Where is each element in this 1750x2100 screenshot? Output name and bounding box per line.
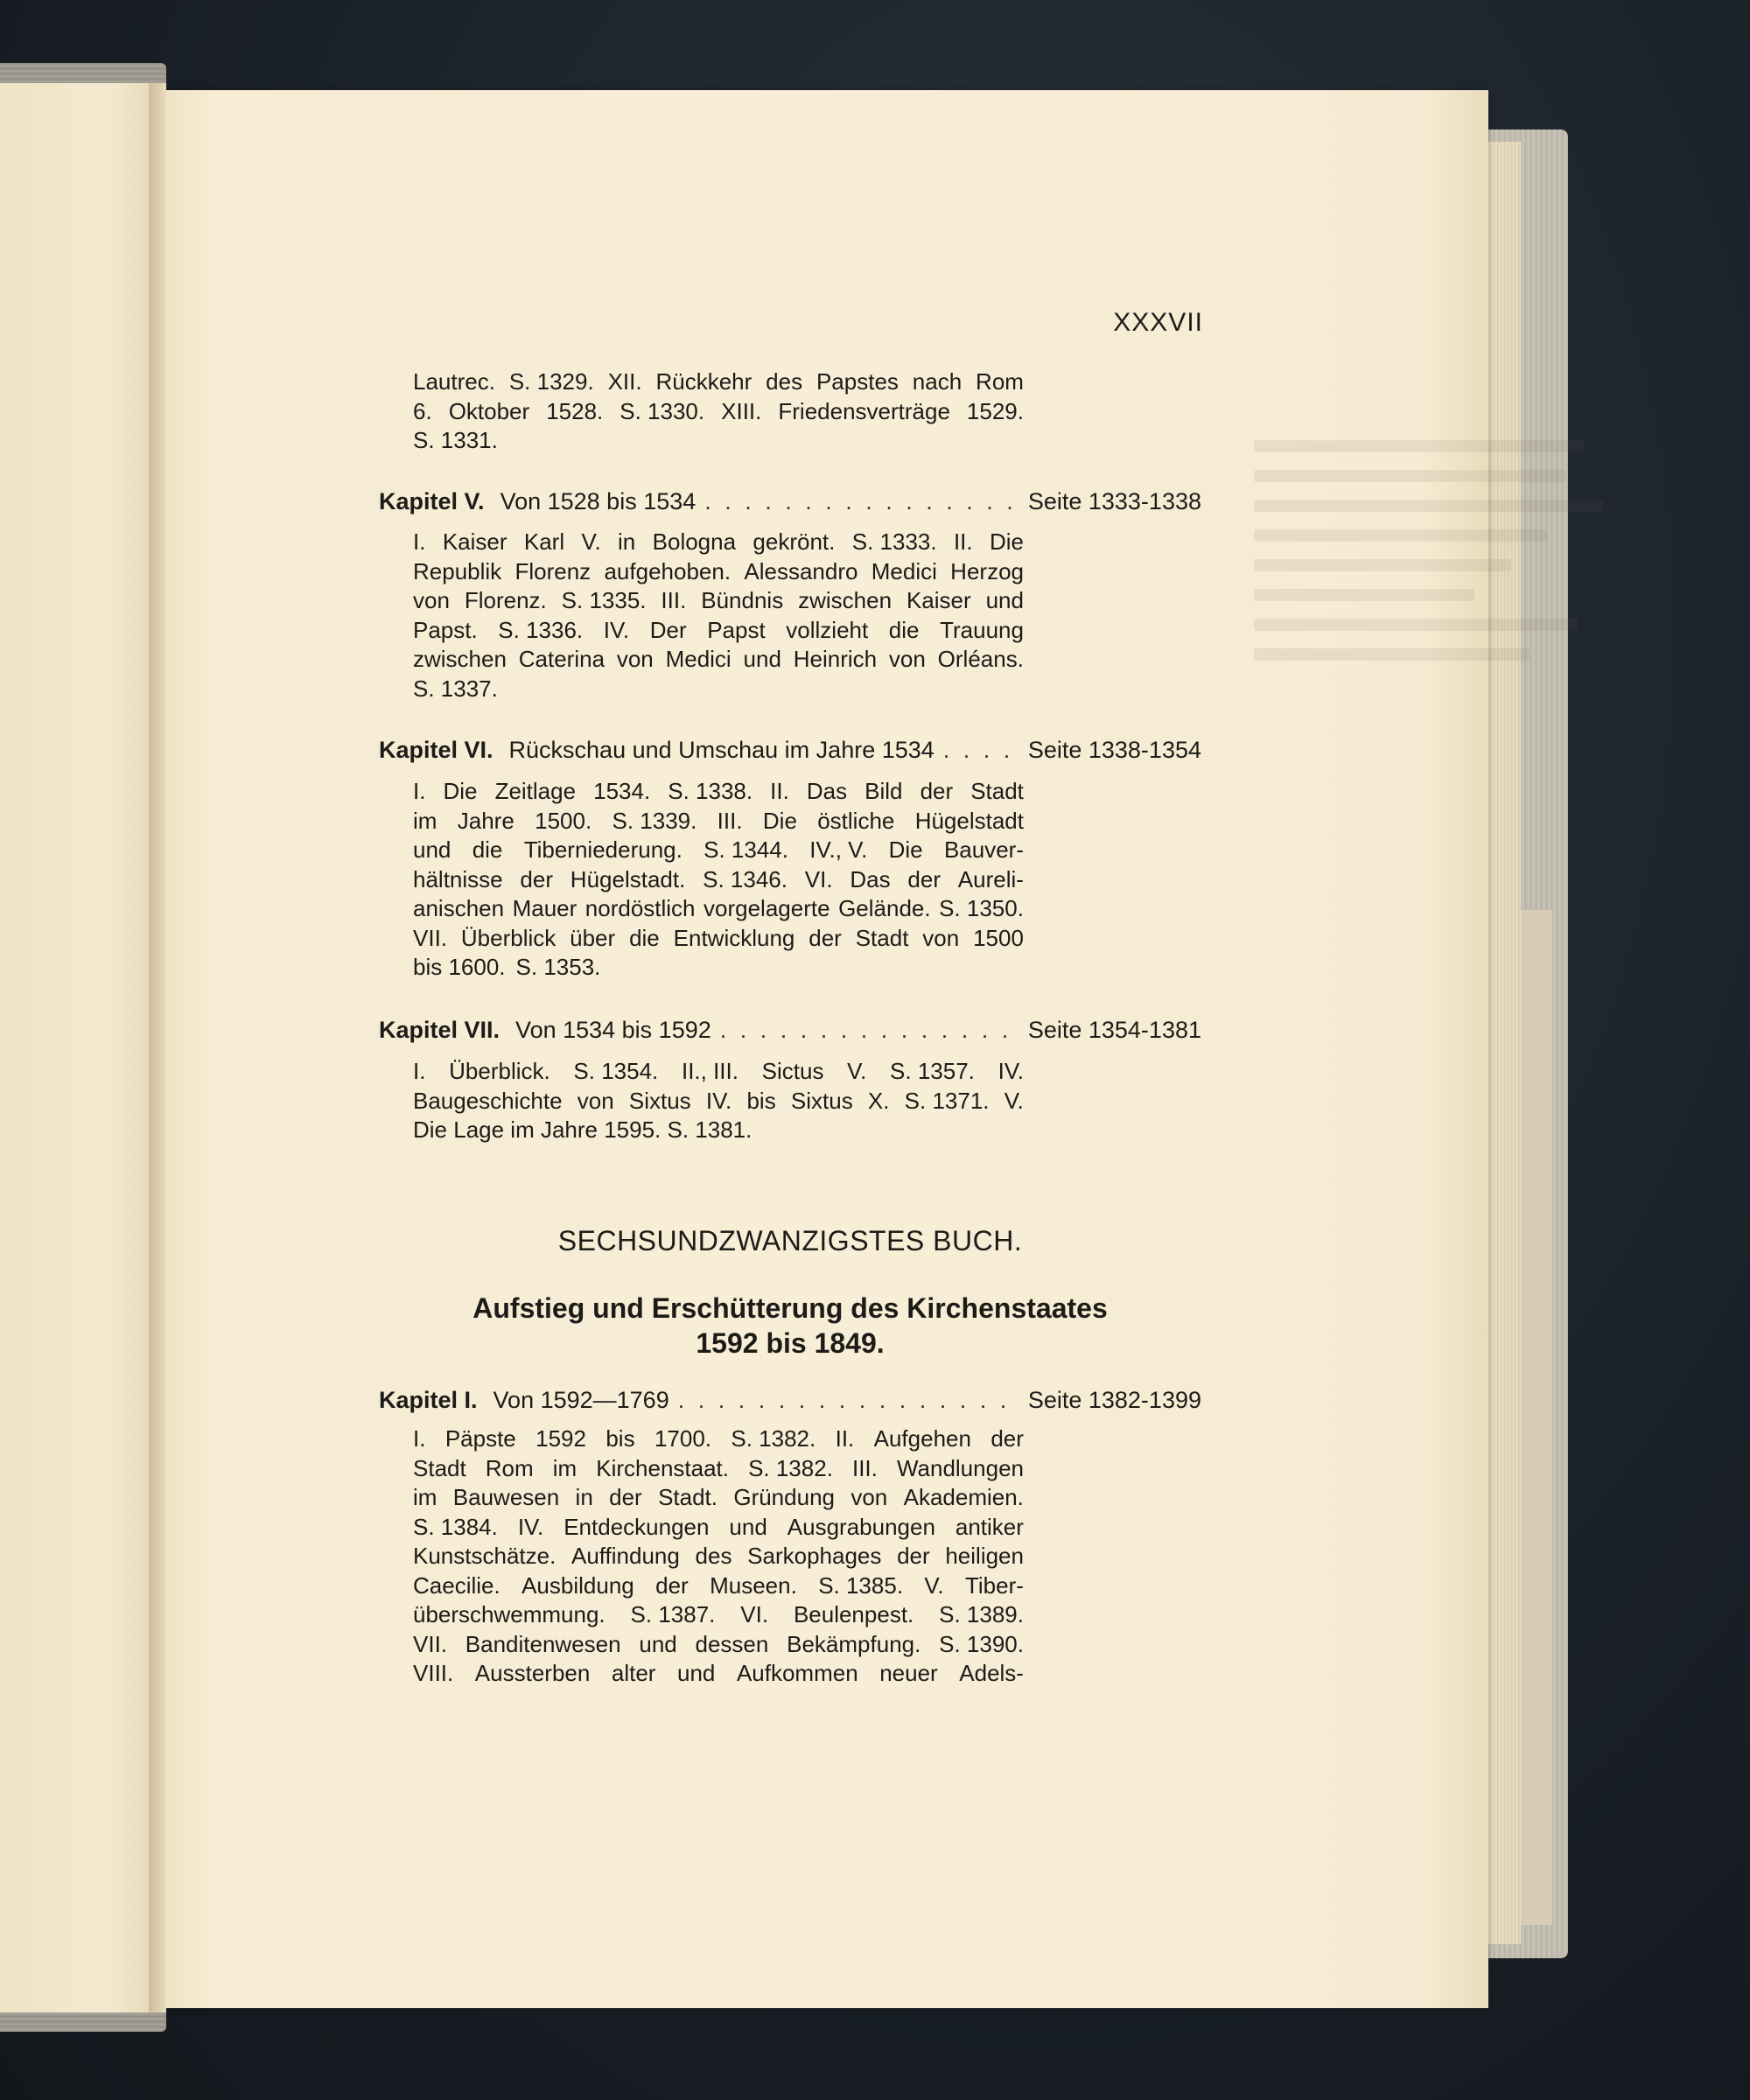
chapter-heading xyxy=(379,1387,1201,1414)
page-number: XXXVII xyxy=(1113,308,1203,337)
text-line: Stadt Rom im Kirchenstaat. S. 1382. III. Wandlungen xyxy=(413,1454,1024,1481)
text-line: hältnisse der Hügelstadt. S. 1346. VI. Das der Aureli- xyxy=(413,865,1024,892)
text-line: VII. Banditenwesen und dessen Bekämpfung. S. 1390. xyxy=(413,1630,1024,1657)
gutter-shadow xyxy=(149,83,166,2012)
chapter-summary xyxy=(413,1424,1024,1689)
chapter-title: Rückschau und Umschau im Jahre 1534 xyxy=(508,737,934,763)
chapter-summary xyxy=(413,1057,1024,1145)
chapter-title: Von 1528 bis 1534 xyxy=(500,488,696,514)
text-line: und die Tiberniederung. S. 1344. IV., V. Die Bauver- xyxy=(413,836,1024,863)
page-edge-shadow xyxy=(1521,910,1552,1925)
leader-dots xyxy=(943,737,1019,764)
text-line: VIII. Aussterben alter und Aufkommen neuer Adels- xyxy=(413,1660,1024,1686)
chapter-pages: Seite 1354-1381 xyxy=(1027,1017,1201,1043)
text-line: im Bauwesen in der Stadt. Gründung von Akademien. xyxy=(413,1484,1024,1510)
text-line: S. 1384. IV. Entdeckungen und Ausgrabungen antiker xyxy=(413,1513,1024,1540)
text-line: I. Die Zeitlage 1534. S. 1338. II. Das Bild der Stadt xyxy=(413,778,1024,804)
show-through-text xyxy=(1254,440,1621,755)
text-line: Caecilie. Ausbildung der Museen. S. 1385. V. Tiber- xyxy=(413,1572,1024,1599)
page-edges xyxy=(1486,142,1521,1944)
chapter-pages: Seite 1333-1338 xyxy=(1027,488,1201,514)
leader-dots xyxy=(720,1017,1019,1044)
leader-dots xyxy=(678,1387,1019,1414)
book-subtitle-line: 1592 bis 1849. xyxy=(696,1327,885,1359)
chapter-summary xyxy=(413,528,1024,704)
text-line: VII. Überblick über die Entwicklung der Stadt von 1500 xyxy=(413,924,1024,951)
chapter-label: Kapitel VII. xyxy=(379,1017,500,1043)
text-line: überschwemmung. S. 1387. VI. Beulenpest. S. 1389. xyxy=(413,1601,1024,1628)
text-line: Republik Florenz aufgehoben. Alessandro Medici Herzog xyxy=(413,557,1024,584)
text-line: bis 1600. S. 1353. xyxy=(413,954,601,980)
text-line: Die Lage im Jahre 1595. S. 1381. xyxy=(413,1116,752,1143)
text-line: zwischen Caterina von Medici und Heinrich von Orléans. xyxy=(413,646,1024,672)
chapter-summary xyxy=(413,777,1024,983)
leader-dots xyxy=(704,488,1019,515)
chapter-label: Kapitel I. xyxy=(379,1387,478,1413)
text-line: 6. Oktober 1528. S. 1330. XIII. Friedensverträge 1529. xyxy=(413,397,1024,424)
text-line: I. Kaiser Karl V. in Bologna gekrönt. S. 1333. II. Die xyxy=(413,528,1024,555)
chapter-title: Von 1534 bis 1592 xyxy=(515,1017,711,1043)
text-line: im Jahre 1500. S. 1339. III. Die östliche Hügelstadt xyxy=(413,807,1024,834)
left-page xyxy=(0,83,158,2012)
text-line: I. Päpste 1592 bis 1700. S. 1382. II. Aufgehen der xyxy=(413,1425,1024,1452)
text-line: Papst. S. 1336. IV. Der Papst vollzieht die Trauung xyxy=(413,616,1024,643)
chapter-heading xyxy=(379,737,1201,764)
intro-paragraph xyxy=(413,368,1024,456)
book-subtitle xyxy=(379,1291,1201,1361)
text-line: Lautrec. S. 1329. XII. Rückkehr des Papstes nach Rom xyxy=(413,368,1024,395)
text-line: anischen Mauer nordöstlich vorgelagerte Gelände. S. 1350. xyxy=(413,895,1024,921)
text-line: von Florenz. S. 1335. III. Bündnis zwischen Kaiser und xyxy=(413,587,1024,613)
text-line: I. Überblick. S. 1354. II., III. Sictus V. S. 1357. IV. xyxy=(413,1058,1024,1084)
text-line: S. 1331. xyxy=(413,427,498,453)
book-subtitle-line: Aufstieg und Erschütterung des Kirchenstaates xyxy=(472,1292,1108,1324)
chapter-pages: Seite 1382-1399 xyxy=(1027,1387,1201,1413)
book-heading: SECHSUNDZWANZIGSTES BUCH. xyxy=(557,1225,1023,1256)
text-line: S. 1337. xyxy=(413,675,498,702)
text-line: Baugeschichte von Sixtus IV. bis Sixtus X. S. 1371. V. xyxy=(413,1087,1024,1114)
chapter-heading xyxy=(379,488,1201,515)
chapter-title: Von 1592—1769 xyxy=(493,1387,669,1413)
chapter-pages: Seite 1338-1354 xyxy=(1027,737,1201,763)
chapter-heading xyxy=(379,1017,1201,1044)
chapter-label: Kapitel V. xyxy=(379,488,485,514)
chapter-label: Kapitel VI. xyxy=(379,737,494,763)
text-line: Kunstschätze. Auffindung des Sarkophages der heiligen xyxy=(413,1543,1024,1569)
